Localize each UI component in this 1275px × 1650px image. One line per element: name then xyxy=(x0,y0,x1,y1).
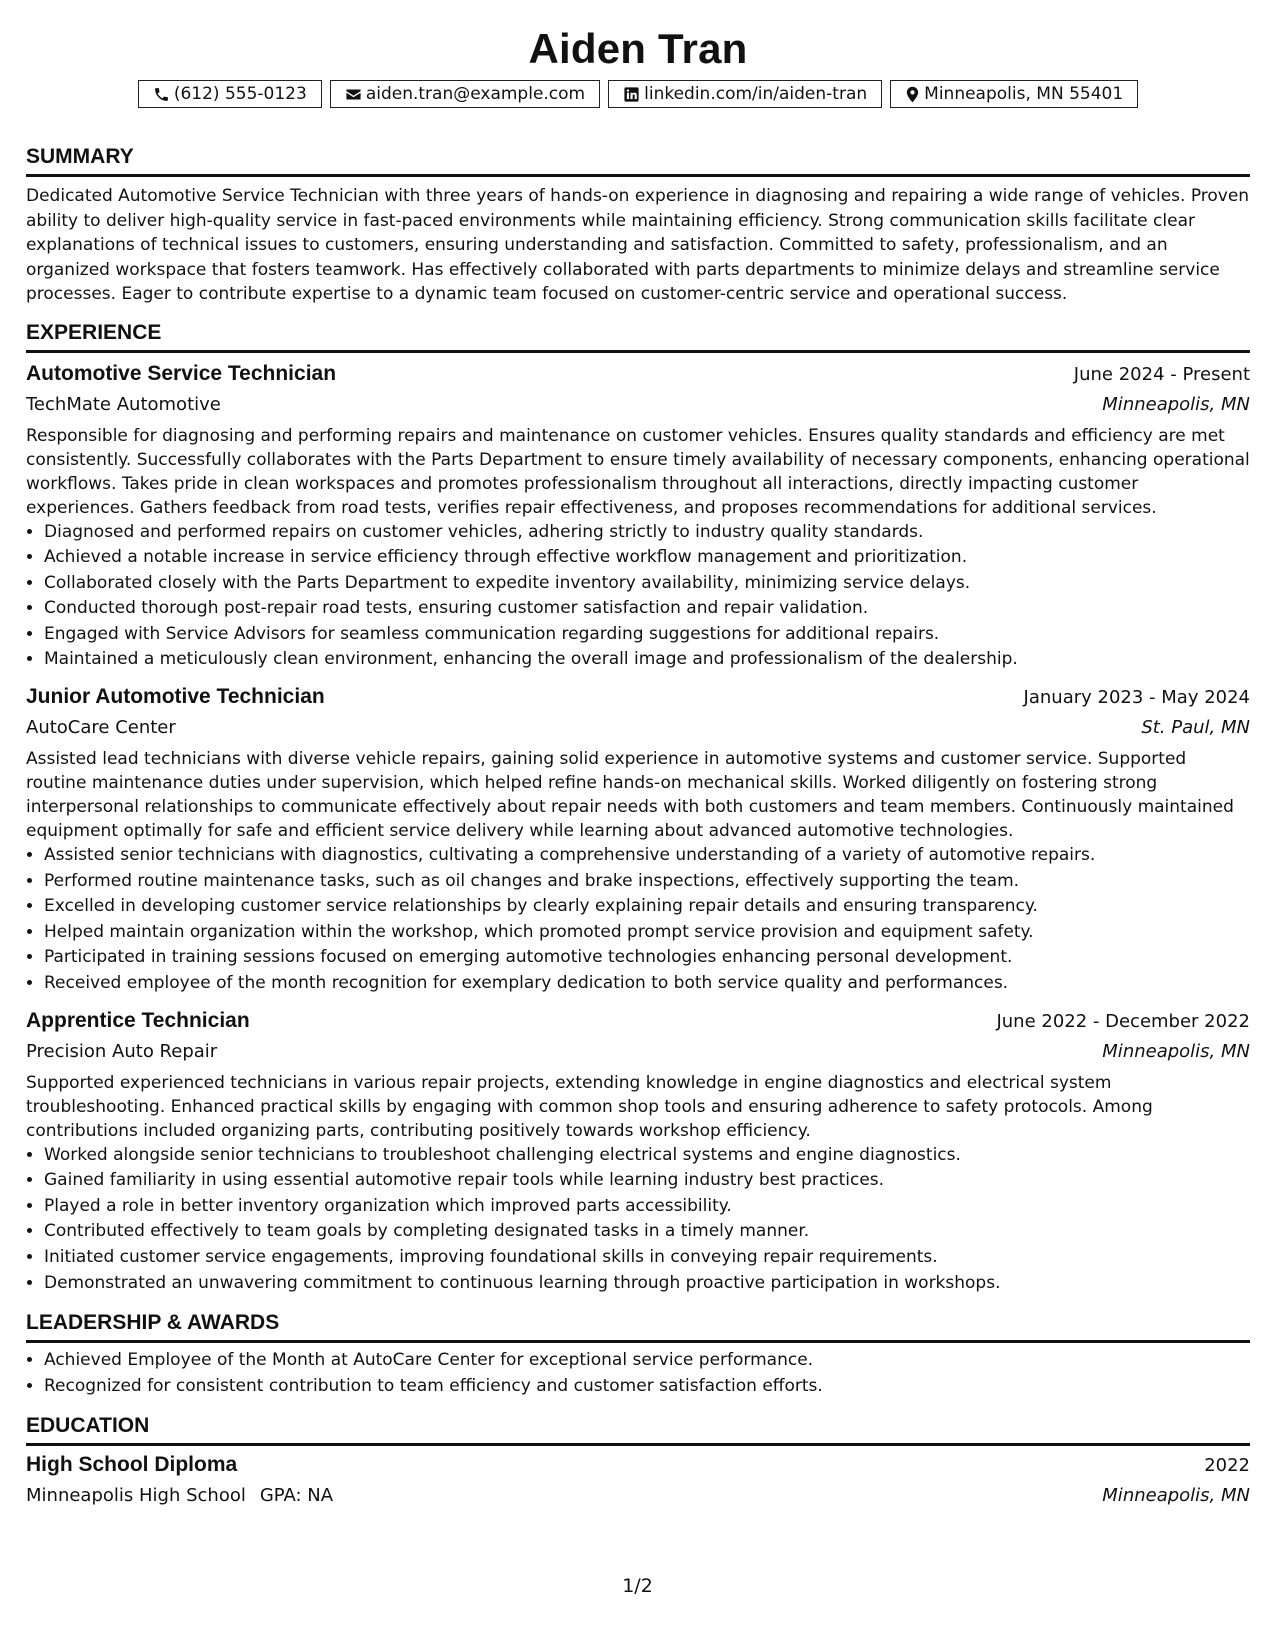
list-item: • Played a role in better inventory organization which improved parts accessibility. xyxy=(44,1194,1250,1220)
summary-text: Dedicated Automotive Service Technician with three years of hands-on experience in diagnosing and repairing a wide range of vehicles. Proven ability to deliver high-quality service in fast-paced environments while maintaining efficiency. Strong communication skills facilitate clear explanations of technical issues to customers, ensuring understanding and satisfaction. Committed to safety, professionalism, and an organized workspace that fosters teamwork. Has effectively collaborated with parts departments to minimize delays and streamline service processes. Eager to contribute expertise to a dynamic team focused on customer-centric service and operational success. xyxy=(26,186,1250,304)
education-gpa: GPA: NA xyxy=(259,1485,334,1507)
list-item: • Recognized for consistent contribution to team efficiency and customer satisfaction efforts. xyxy=(44,1374,1250,1400)
list-item: • Participated in training sessions focused on emerging automotive technologies enhancing personal development. xyxy=(44,945,1250,971)
candidate-name: Aiden Tran xyxy=(528,25,748,72)
list-item: • Achieved Employee of the Month at AutoCare Center for exceptional service performance. xyxy=(44,1348,1250,1374)
list-item: • Gained familiarity in using essential automotive repair tools while learning industry best practices. xyxy=(44,1168,1250,1194)
list-item: • Initiated customer service engagements, improving foundational skills in conveying repair requirements. xyxy=(44,1245,1250,1271)
contact-location-text: Minneapolis, MN 55401 xyxy=(924,84,1124,104)
job-company: Precision Auto Repair xyxy=(26,1040,218,1062)
leadership-section xyxy=(26,1311,1250,1399)
job-dates: June 2022 - December 2022 xyxy=(996,1010,1250,1032)
job-company: TechMate Automotive xyxy=(26,393,221,415)
education-section xyxy=(26,1414,1250,1511)
education-school: Minneapolis High School xyxy=(26,1485,246,1507)
education-location: Minneapolis, MN xyxy=(1102,1485,1250,1507)
job-entry xyxy=(26,359,1250,674)
summary-section xyxy=(26,145,1250,307)
list-item: • Achieved a notable increase in service efficiency through effective workflow management and prioritization. xyxy=(44,545,1250,571)
list-item: • Helped maintain organization within the workshop, which promoted prompt service provision and equipment safety. xyxy=(44,920,1250,946)
education-year: 2022 xyxy=(1204,1455,1250,1477)
contact-email[interactable] xyxy=(330,80,600,108)
education-school-line xyxy=(26,1481,333,1511)
resume-page xyxy=(26,0,1250,1511)
job-entry xyxy=(26,682,1250,997)
contact-phone-text: (612) 555-0123 xyxy=(173,84,307,104)
job-bullets xyxy=(26,843,1250,997)
page-number: 1/2 xyxy=(622,1575,653,1597)
list-item: • Diagnosed and performed repairs on customer vehicles, adhering strictly to industry quality standards. xyxy=(44,520,1250,546)
list-item: • Received employee of the month recognition for exemplary dedication to both service quality and performances. xyxy=(44,971,1250,997)
job-title: Junior Automotive Technician xyxy=(26,685,325,709)
list-item: • Collaborated closely with the Parts Department to expedite inventory availability, minimizing service delays. xyxy=(44,571,1250,597)
job-company: AutoCare Center xyxy=(26,717,176,739)
job-title: Automotive Service Technician xyxy=(26,361,337,385)
phone-icon xyxy=(153,86,170,103)
contact-email-text: aiden.tran@example.com xyxy=(365,84,586,104)
linkedin-icon xyxy=(623,86,640,103)
experience-section xyxy=(26,321,1250,1297)
job-location: St. Paul, MN xyxy=(1141,717,1250,739)
section-title-experience: EXPERIENCE xyxy=(26,321,1250,353)
contact-bar xyxy=(26,80,1250,108)
list-item: • Worked alongside senior technicians to troubleshoot challenging electrical systems and engine diagnostics. xyxy=(44,1143,1250,1169)
section-title-leadership: LEADERSHIP & AWARDS xyxy=(26,1311,1250,1343)
leadership-bullets xyxy=(26,1348,1250,1399)
section-title-education: EDUCATION xyxy=(26,1414,1250,1446)
education-degree: High School Diploma xyxy=(26,1453,238,1477)
map-pin-icon xyxy=(905,86,920,103)
job-description: Supported experienced technicians in various repair projects, extending knowledge in engine diagnostics and electrical system troubleshooting. Enhanced practical skills by engaging with common shop tools and ensuring adherence to safety protocols. Among contributions included organizing parts, contributing positively towards workshop efficiency. xyxy=(26,1072,1153,1141)
job-dates: January 2023 - May 2024 xyxy=(1023,687,1250,709)
job-location: Minneapolis, MN xyxy=(1102,1040,1250,1062)
list-item: • Engaged with Service Advisors for seamless communication regarding suggestions for additional repairs. xyxy=(44,622,1250,648)
list-item: • Performed routine maintenance tasks, such as oil changes and brake inspections, effectively supporting the team. xyxy=(44,869,1250,895)
list-item: • Conducted thorough post-repair road tests, ensuring customer satisfaction and repair validation. xyxy=(44,596,1250,622)
contact-linkedin-text: linkedin.com/in/aiden-tran xyxy=(644,84,868,104)
list-item: • Demonstrated an unwavering commitment to continuous learning through proactive participation in workshops. xyxy=(44,1271,1250,1297)
job-dates: June 2024 - Present xyxy=(1073,363,1250,385)
job-description: Responsible for diagnosing and performing repairs and maintenance on customer vehicles. Ensures quality standards and efficiency are met consistently. Successfully collaborates with the Parts Department to ensure timely availability of necessary components, enhancing operational workflows. Takes pride in clean workspaces and promotes professionalism throughout all interactions, directly impacting customer experiences. Gathers feedback from road tests, verifies repair effectiveness, and proposes recommendations for additional services. xyxy=(26,425,1250,518)
education-entry xyxy=(26,1450,1250,1511)
job-bullets xyxy=(26,1143,1250,1297)
job-description: Assisted lead technicians with diverse vehicle repairs, gaining solid experience in automotive systems and customer service. Supported routine maintenance duties under supervision, which helped refine hands-on mechanical skills. Worked diligently on fostering strong interpersonal relationships to communicate effectively about repair needs with both customers and team members. Continuously maintained equipment optimally for safe and efficient service delivery while learning about advanced automotive technologies. xyxy=(26,749,1234,842)
contact-location[interactable] xyxy=(890,80,1138,108)
job-bullets xyxy=(26,520,1250,674)
contact-linkedin[interactable] xyxy=(608,80,882,108)
section-title-summary: SUMMARY xyxy=(26,145,1250,177)
list-item: • Assisted senior technicians with diagnostics, cultivating a comprehensive understanding of a variety of automotive repairs. xyxy=(44,843,1250,869)
list-item: • Excelled in developing customer service relationships by clearly explaining repair details and ensuring transparency. xyxy=(44,894,1250,920)
list-item: • Contributed effectively to team goals by completing designated tasks in a timely manner. xyxy=(44,1219,1250,1245)
contact-phone[interactable] xyxy=(138,80,322,108)
job-title: Apprentice Technician xyxy=(26,1008,250,1032)
envelope-icon xyxy=(345,86,362,103)
job-entry xyxy=(26,1006,1250,1297)
list-item: • Maintained a meticulously clean environment, enhancing the overall image and professionalism of the dealership. xyxy=(44,647,1250,673)
job-location: Minneapolis, MN xyxy=(1102,393,1250,415)
